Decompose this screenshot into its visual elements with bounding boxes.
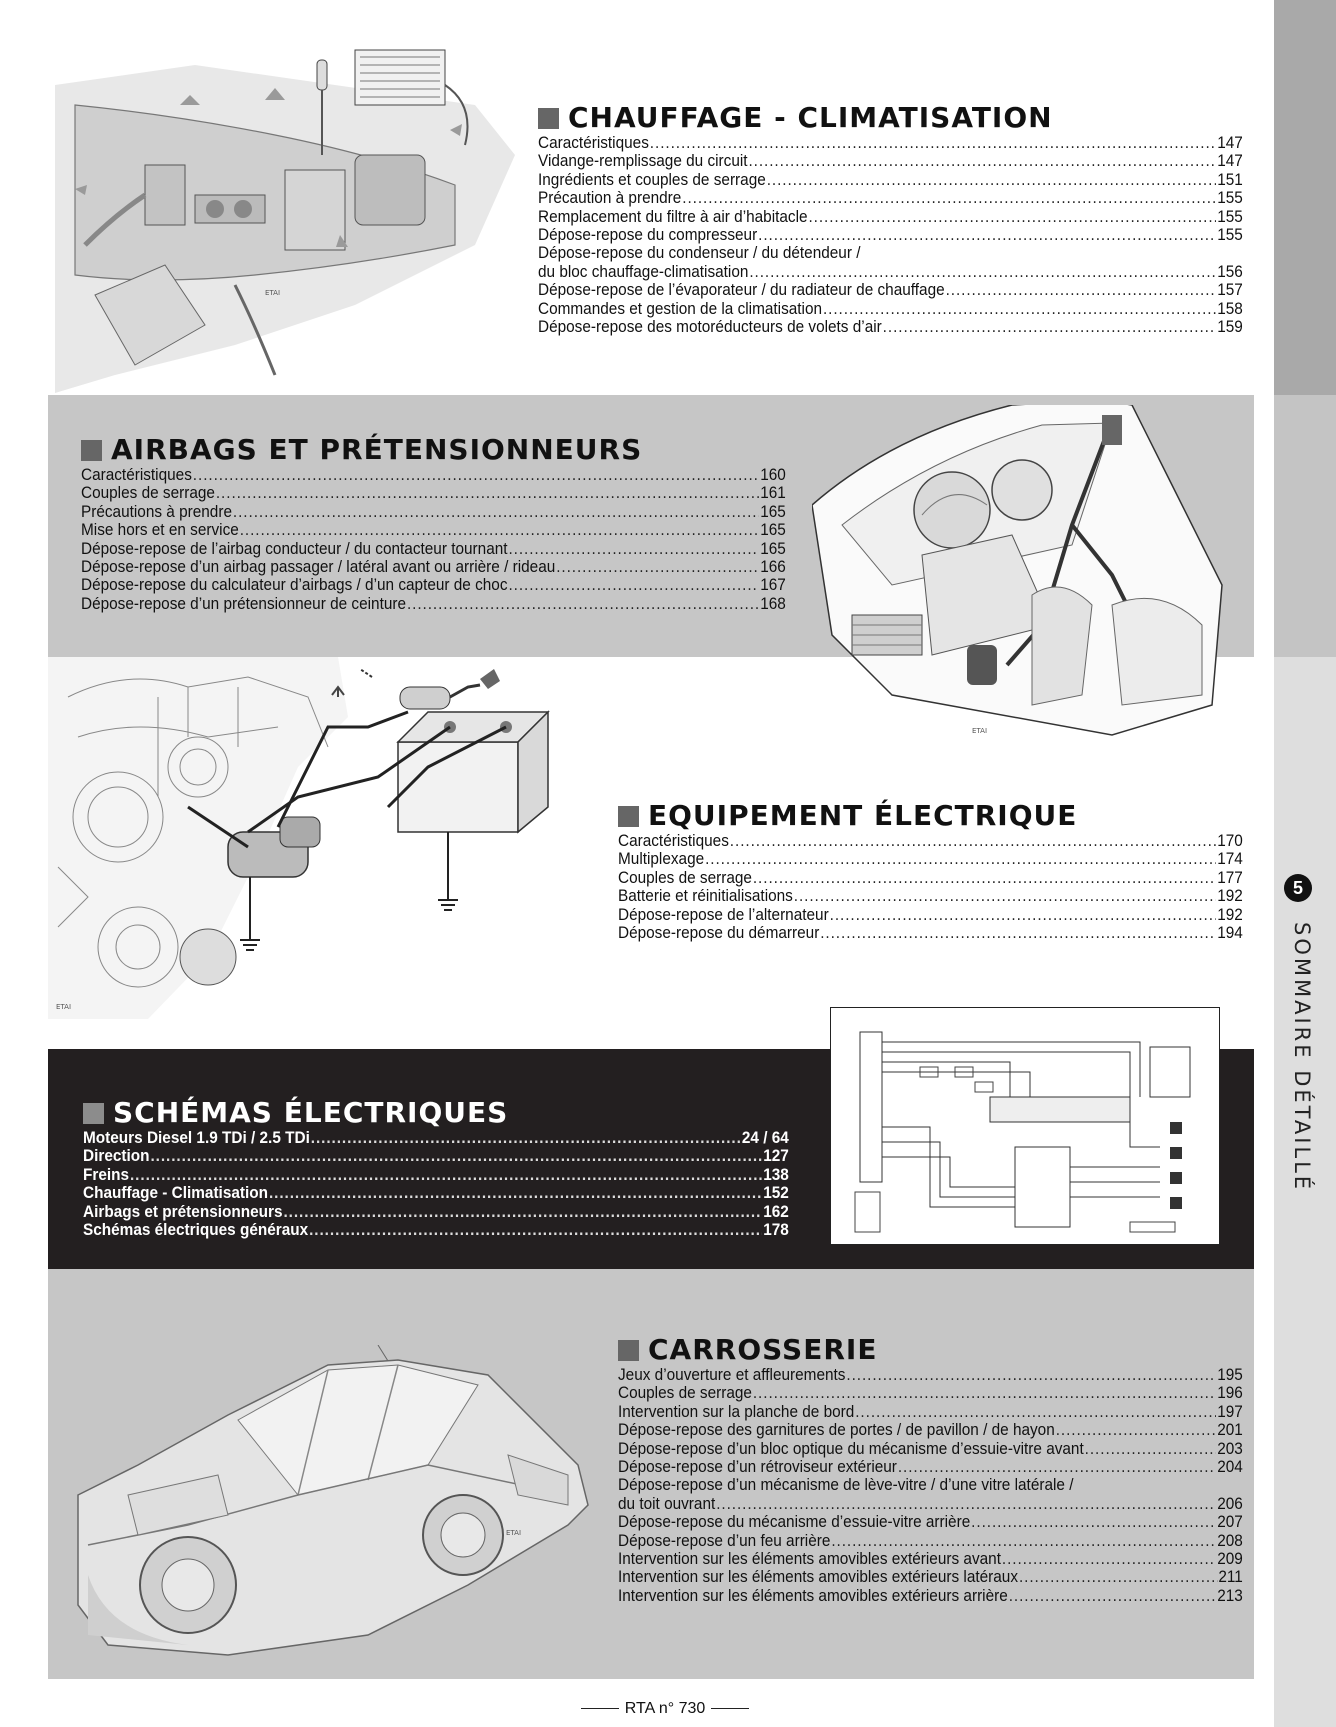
dot-leader [971, 1513, 1216, 1531]
dot-leader [309, 1221, 762, 1239]
toc-entry-title: Schémas électriques généraux [83, 1221, 309, 1240]
toc-entry-page: 160 [760, 466, 786, 484]
toc-entry-title: Dépose-repose du calculateur d’airbags / d’un capteur de choc [81, 576, 508, 595]
toc-entry[interactable] [83, 1203, 789, 1221]
toc-entry-page: 197 [1217, 1402, 1243, 1421]
toc-entry-page: 158 [1217, 299, 1243, 318]
toc-entry-title: Dépose-repose de l’airbag conducteur / du contacteur tournant [81, 539, 508, 558]
toc-entry-page: 155 [1217, 189, 1243, 208]
toc-entry-title: Airbags et prétensionneurs [83, 1202, 283, 1221]
section-title: CHAUFFAGE - CLIMATISATION [538, 102, 1243, 134]
toc-entry[interactable] [83, 1221, 789, 1239]
dot-leader [269, 1184, 762, 1202]
toc-entry-title: Intervention sur la planche de bord [618, 1402, 855, 1421]
dashboard-hvac-illustration [55, 45, 520, 393]
dot-leader [794, 887, 1217, 905]
section-schemas [83, 1097, 789, 1239]
toc-entry-title: Dépose-repose d’un mécanisme de lève-vitre / d’une vitre latérale / [618, 1476, 1074, 1495]
illustration-credit: ETAI [506, 1529, 522, 1537]
dot-leader [758, 226, 1216, 244]
toc-entry-page: 147 [1217, 152, 1243, 171]
toc-entry-title: Dépose-repose de l’alternateur [618, 905, 829, 924]
square-bullet-icon [538, 108, 559, 129]
dot-leader [508, 540, 759, 558]
toc-entry[interactable] [618, 1587, 1243, 1605]
toc-entry[interactable] [538, 134, 1243, 152]
dot-leader [767, 171, 1217, 189]
toc-entry[interactable] [83, 1166, 789, 1184]
toc-list [618, 832, 1243, 942]
toc-entry[interactable] [538, 281, 1243, 299]
dot-leader [716, 1495, 1216, 1513]
toc-entry-page: 167 [760, 576, 786, 595]
toc-entry-page: 196 [1217, 1384, 1243, 1403]
toc-entry-title: Caractéristiques [538, 134, 649, 152]
toc-entry[interactable] [618, 1550, 1243, 1568]
toc-entry-title: Dépose-repose d’un airbag passager / latéral avant ou arrière / rideau [81, 558, 556, 577]
toc-entry-page: 155 [1217, 226, 1243, 245]
dot-leader [855, 1403, 1216, 1421]
dot-leader [283, 1203, 762, 1221]
toc-entry-page: 194 [1217, 924, 1243, 943]
toc-entry-title: Dépose-repose de l’évaporateur / du radiateur de chauffage [538, 281, 945, 300]
toc-entry-title: Vidange-remplissage du circuit [538, 152, 748, 171]
toc-entry-page: 208 [1217, 1531, 1243, 1550]
side-tab-segment [1274, 0, 1336, 395]
dot-leader [150, 1147, 762, 1165]
dot-leader [216, 484, 759, 502]
toc-entry-title: Ingrédients et couples de serrage [538, 170, 766, 189]
toc-entry[interactable] [618, 906, 1243, 924]
toc-entry-page: 170 [1217, 832, 1243, 850]
toc-entry-page: 192 [1217, 887, 1243, 906]
toc-entry-title: Couples de serrage [618, 1384, 752, 1403]
toc-entry-page: 213 [1217, 1586, 1243, 1605]
toc-entry[interactable] [538, 171, 1243, 189]
dot-leader [311, 1129, 741, 1147]
toc-entry[interactable] [538, 263, 1243, 281]
toc-entry[interactable] [538, 300, 1243, 318]
toc-entry-page: 203 [1217, 1439, 1243, 1458]
toc-entry-title: Dépose-repose du compresseur [538, 226, 758, 245]
dot-leader [556, 558, 759, 576]
toc-entry-page: 174 [1217, 850, 1243, 869]
dot-leader [508, 576, 759, 594]
toc-entry-title: Dépose-repose d’un prétensionneur de ceinture [81, 594, 407, 613]
toc-entry-page: 178 [763, 1221, 789, 1240]
section-title: CARROSSERIE [618, 1334, 1243, 1366]
toc-entry[interactable] [81, 503, 786, 521]
dot-leader [240, 521, 760, 539]
airbag-interior-illustration [812, 405, 1227, 740]
chapter-tab-label: SOMMAIRE DÉTAILLÉ [1290, 922, 1314, 1193]
toc-entry-title: Multiplexage [618, 850, 705, 869]
toc-entry-page: 168 [760, 594, 786, 613]
toc-entry-page: 155 [1217, 207, 1243, 226]
toc-entry-title: Moteurs Diesel 1.9 TDi / 2.5 TDi [83, 1129, 310, 1147]
dot-leader [193, 466, 759, 484]
toc-entry[interactable] [538, 226, 1243, 244]
toc-entry[interactable] [618, 924, 1243, 942]
toc-entry-page: 165 [760, 521, 786, 540]
dot-leader [705, 850, 1216, 868]
dot-leader [1009, 1587, 1217, 1605]
toc-entry-title: Dépose-repose d’un feu arrière [618, 1531, 831, 1550]
illustration-credit: ETAI [972, 727, 988, 735]
toc-entry[interactable] [618, 1403, 1243, 1421]
toc-entry-page: 195 [1217, 1366, 1243, 1384]
toc-entry[interactable] [81, 540, 786, 558]
toc-entry[interactable] [618, 1513, 1243, 1531]
section-carrosserie [618, 1334, 1243, 1605]
toc-entry[interactable] [83, 1147, 789, 1165]
dot-leader [823, 300, 1216, 318]
toc-entry[interactable] [538, 244, 1243, 262]
toc-entry[interactable] [538, 189, 1243, 207]
toc-entry[interactable] [618, 869, 1243, 887]
toc-entry-title: Dépose-repose du démarreur [618, 924, 820, 943]
toc-entry-title: Jeux d’ouverture et affleurements [618, 1366, 846, 1384]
toc-entry-title: Chauffage - Climatisation [83, 1184, 269, 1203]
toc-entry-page: 207 [1217, 1513, 1243, 1532]
toc-entry[interactable] [83, 1184, 789, 1202]
toc-entry[interactable] [618, 887, 1243, 905]
toc-entry[interactable] [83, 1129, 789, 1147]
toc-entry-page: 192 [1217, 905, 1243, 924]
dot-leader [898, 1458, 1216, 1476]
toc-entry-title: Dépose-repose du condenseur / du détendeur / [538, 244, 861, 263]
toc-entry[interactable] [618, 832, 1243, 850]
toc-entry-title: Précautions à prendre [81, 502, 232, 521]
dot-leader [1002, 1550, 1216, 1568]
dot-leader [846, 1366, 1216, 1384]
dot-leader [748, 152, 1216, 170]
toc-entry-title: Direction [83, 1147, 150, 1166]
square-bullet-icon [83, 1103, 104, 1124]
section-title: EQUIPEMENT ÉLECTRIQUE [618, 800, 1243, 832]
toc-entry[interactable] [618, 1458, 1243, 1476]
page-footer: RTA n° 730 [565, 1700, 765, 1718]
dot-leader [650, 134, 1216, 152]
toc-entry-page: 201 [1217, 1421, 1243, 1440]
dot-leader [130, 1166, 762, 1184]
toc-entry-page: 204 [1217, 1458, 1243, 1477]
toc-entry[interactable] [81, 595, 786, 613]
toc-entry-page: 138 [763, 1165, 789, 1184]
toc-list [538, 134, 1243, 336]
dot-leader [831, 1532, 1216, 1550]
toc-entry-title: Caractéristiques [618, 832, 729, 850]
toc-entry-title: Couples de serrage [618, 868, 752, 887]
toc-entry-title: Dépose-repose d’un rétroviseur extérieur [618, 1458, 897, 1477]
section-airbags [81, 434, 786, 613]
car-body-illustration [68, 1345, 598, 1660]
toc-entry-page: 206 [1217, 1494, 1243, 1513]
toc-entry-page: 156 [1217, 262, 1243, 281]
toc-entry-title: Intervention sur les éléments amovibles extérieurs arrière [618, 1586, 1008, 1605]
toc-entry[interactable] [618, 850, 1243, 868]
toc-list [83, 1129, 789, 1239]
toc-list [81, 466, 786, 613]
toc-entry-title: Batterie et réinitialisations [618, 887, 793, 906]
toc-entry-page: 166 [760, 558, 786, 577]
toc-entry-page: 211 [1218, 1568, 1243, 1587]
toc-entry-title: du toit ouvrant [618, 1494, 716, 1513]
toc-entry[interactable] [81, 576, 786, 594]
section-title: SCHÉMAS ÉLECTRIQUES [83, 1097, 789, 1129]
toc-entry-page: 162 [763, 1202, 789, 1221]
toc-entry-page: 159 [1217, 318, 1243, 337]
toc-entry-title: Dépose-repose du mécanisme d’essuie-vitre arrière [618, 1513, 971, 1532]
square-bullet-icon [618, 1340, 639, 1361]
square-bullet-icon [81, 440, 102, 461]
dot-leader [730, 832, 1217, 850]
toc-entry[interactable] [538, 318, 1243, 336]
toc-entry-title: Couples de serrage [81, 484, 215, 503]
toc-entry[interactable] [618, 1384, 1243, 1402]
wiring-diagram-illustration [830, 1007, 1220, 1245]
toc-entry-page: 147 [1217, 134, 1243, 152]
dot-leader [808, 208, 1216, 226]
dot-leader [820, 924, 1216, 942]
toc-entry-page: 165 [760, 539, 786, 558]
toc-list [618, 1366, 1243, 1605]
dot-leader [1085, 1440, 1217, 1458]
toc-entry-title: Remplacement du filtre à air d’habitacle [538, 207, 808, 226]
dot-leader [946, 281, 1217, 299]
dot-leader [830, 906, 1217, 924]
toc-entry[interactable] [81, 558, 786, 576]
toc-entry-page: 151 [1217, 170, 1243, 189]
toc-entry-title: Intervention sur les éléments amovibles extérieurs latéraux [618, 1568, 1019, 1587]
toc-entry-page: 127 [763, 1147, 789, 1166]
toc-entry-page: 152 [763, 1184, 789, 1203]
toc-entry-title: Freins [83, 1165, 130, 1184]
toc-entry-title: Commandes et gestion de la climatisation [538, 299, 823, 318]
toc-entry[interactable] [81, 521, 786, 539]
toc-entry-title: du bloc chauffage-climatisation [538, 262, 749, 281]
toc-entry-page: 24 / 64 [741, 1129, 789, 1147]
dot-leader [753, 1384, 1216, 1402]
toc-entry[interactable] [538, 152, 1243, 170]
dot-leader [682, 189, 1216, 207]
toc-entry[interactable] [618, 1421, 1243, 1439]
toc-entry-page: 161 [760, 484, 786, 503]
toc-entry[interactable] [618, 1495, 1243, 1513]
dot-leader [883, 318, 1217, 336]
toc-entry[interactable] [81, 484, 786, 502]
dot-leader [753, 869, 1216, 887]
dot-leader [749, 263, 1216, 281]
dot-leader [1056, 1421, 1217, 1439]
toc-entry-title: Dépose-repose d’un bloc optique du mécanisme d’essuie-vitre avant [618, 1439, 1084, 1458]
toc-entry-page: 165 [760, 502, 786, 521]
side-tab-segment [1274, 395, 1336, 657]
toc-entry-page: 177 [1217, 868, 1243, 887]
dot-leader [407, 595, 759, 613]
square-bullet-icon [618, 806, 639, 827]
toc-entry[interactable] [618, 1366, 1243, 1384]
toc-entry[interactable] [618, 1476, 1243, 1494]
toc-entry-title: Intervention sur les éléments amovibles extérieurs avant [618, 1550, 1001, 1569]
section-chauffage [538, 102, 1243, 336]
toc-entry-title: Mise hors et en service [81, 521, 239, 540]
toc-entry[interactable] [538, 208, 1243, 226]
engine-battery-illustration [48, 657, 608, 1019]
toc-entry-page: 209 [1217, 1550, 1243, 1569]
toc-entry-title: Précaution à prendre [538, 189, 682, 208]
illustration-credit: ETAI [265, 289, 281, 297]
section-equipement [618, 800, 1243, 942]
illustration-credit: ETAI [56, 1003, 72, 1011]
toc-entry[interactable] [618, 1568, 1243, 1586]
chapter-number-badge: 5 [1284, 874, 1312, 902]
toc-entry[interactable] [81, 466, 786, 484]
side-tab [1274, 0, 1336, 1727]
toc-entry-title: Dépose-repose des motoréducteurs de volets d’air [538, 318, 882, 337]
section-title: AIRBAGS ET PRÉTENSIONNEURS [81, 434, 786, 466]
toc-entry-title: Caractéristiques [81, 466, 192, 484]
toc-entry-title: Dépose-repose des garnitures de portes / de pavillon / de hayon [618, 1421, 1055, 1440]
toc-entry[interactable] [618, 1532, 1243, 1550]
toc-entry-page: 157 [1217, 281, 1243, 300]
dot-leader [1019, 1568, 1217, 1586]
dot-leader [233, 503, 759, 521]
toc-entry[interactable] [618, 1440, 1243, 1458]
